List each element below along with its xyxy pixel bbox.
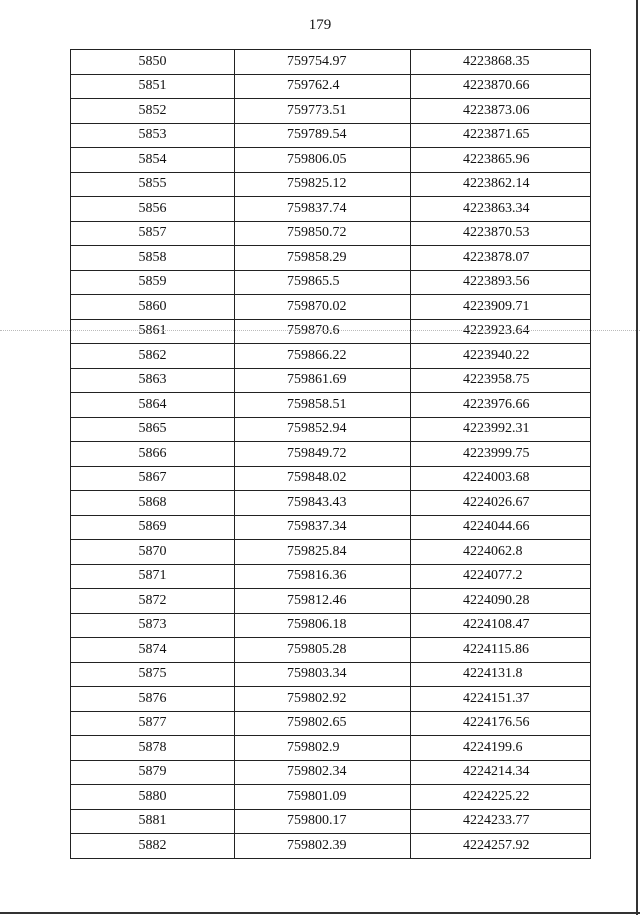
y-coordinate-cell: 4223923.64 — [411, 319, 591, 344]
point-id-cell: 5864 — [71, 393, 235, 418]
table-row — [71, 123, 591, 148]
y-coordinate-cell: 4224257.92 — [411, 834, 591, 859]
point-id-cell: 5879 — [71, 760, 235, 785]
y-coordinate-cell: 4224176.56 — [411, 711, 591, 736]
point-id-cell: 5859 — [71, 270, 235, 295]
x-coordinate-cell: 759852.94 — [235, 417, 411, 442]
table-row — [71, 270, 591, 295]
point-id-cell: 5857 — [71, 221, 235, 246]
y-coordinate-cell: 4224090.28 — [411, 589, 591, 614]
table-row — [71, 540, 591, 565]
point-id-cell: 5865 — [71, 417, 235, 442]
scan-artifact-line — [0, 330, 640, 331]
point-id-cell: 5874 — [71, 638, 235, 663]
table-row — [71, 564, 591, 589]
point-id-cell: 5882 — [71, 834, 235, 859]
x-coordinate-cell: 759789.54 — [235, 123, 411, 148]
point-id-cell: 5881 — [71, 809, 235, 834]
table-row — [71, 809, 591, 834]
x-coordinate-cell: 759861.69 — [235, 368, 411, 393]
x-coordinate-cell: 759849.72 — [235, 442, 411, 467]
table-row — [71, 785, 591, 810]
table-row — [71, 344, 591, 369]
point-id-cell: 5875 — [71, 662, 235, 687]
x-coordinate-cell: 759825.84 — [235, 540, 411, 565]
y-coordinate-cell: 4223909.71 — [411, 295, 591, 320]
x-coordinate-cell: 759754.97 — [235, 50, 411, 75]
point-id-cell: 5860 — [71, 295, 235, 320]
table-row — [71, 172, 591, 197]
x-coordinate-cell: 759802.34 — [235, 760, 411, 785]
point-id-cell: 5880 — [71, 785, 235, 810]
table-row — [71, 417, 591, 442]
table-row — [71, 834, 591, 859]
table-row — [71, 148, 591, 173]
y-coordinate-cell: 4223870.53 — [411, 221, 591, 246]
y-coordinate-cell: 4223871.65 — [411, 123, 591, 148]
table-row — [71, 662, 591, 687]
y-coordinate-cell: 4224044.66 — [411, 515, 591, 540]
point-id-cell: 5853 — [71, 123, 235, 148]
table-row — [71, 736, 591, 761]
point-id-cell: 5858 — [71, 246, 235, 271]
point-id-cell: 5856 — [71, 197, 235, 222]
x-coordinate-cell: 759870.6 — [235, 319, 411, 344]
x-coordinate-cell: 759805.28 — [235, 638, 411, 663]
point-id-cell: 5877 — [71, 711, 235, 736]
x-coordinate-cell: 759802.9 — [235, 736, 411, 761]
x-coordinate-cell: 759762.4 — [235, 74, 411, 99]
y-coordinate-cell: 4224199.6 — [411, 736, 591, 761]
table-row — [71, 613, 591, 638]
point-id-cell: 5876 — [71, 687, 235, 712]
x-coordinate-cell: 759773.51 — [235, 99, 411, 124]
table-row — [71, 368, 591, 393]
y-coordinate-cell: 4224225.22 — [411, 785, 591, 810]
y-coordinate-cell: 4223958.75 — [411, 368, 591, 393]
y-coordinate-cell: 4224131.8 — [411, 662, 591, 687]
y-coordinate-cell: 4223873.06 — [411, 99, 591, 124]
point-id-cell: 5851 — [71, 74, 235, 99]
x-coordinate-cell: 759866.22 — [235, 344, 411, 369]
table-row — [71, 638, 591, 663]
y-coordinate-cell: 4223870.66 — [411, 74, 591, 99]
point-id-cell: 5850 — [71, 50, 235, 75]
x-coordinate-cell: 759850.72 — [235, 221, 411, 246]
table-row — [71, 393, 591, 418]
x-coordinate-cell: 759802.65 — [235, 711, 411, 736]
y-coordinate-cell: 4224115.86 — [411, 638, 591, 663]
y-coordinate-cell: 4223878.07 — [411, 246, 591, 271]
point-id-cell: 5855 — [71, 172, 235, 197]
x-coordinate-cell: 759803.34 — [235, 662, 411, 687]
table-row — [71, 50, 591, 75]
point-id-cell: 5862 — [71, 344, 235, 369]
y-coordinate-cell: 4224108.47 — [411, 613, 591, 638]
point-id-cell: 5852 — [71, 99, 235, 124]
y-coordinate-cell: 4223865.96 — [411, 148, 591, 173]
x-coordinate-cell: 759801.09 — [235, 785, 411, 810]
x-coordinate-cell: 759870.02 — [235, 295, 411, 320]
point-id-cell: 5878 — [71, 736, 235, 761]
x-coordinate-cell: 759837.34 — [235, 515, 411, 540]
x-coordinate-cell: 759816.36 — [235, 564, 411, 589]
x-coordinate-cell: 759858.29 — [235, 246, 411, 271]
y-coordinate-cell: 4224026.67 — [411, 491, 591, 516]
table-row — [71, 466, 591, 491]
x-coordinate-cell: 759843.43 — [235, 491, 411, 516]
x-coordinate-cell: 759848.02 — [235, 466, 411, 491]
page-edge-bottom — [0, 912, 640, 914]
y-coordinate-cell: 4224233.77 — [411, 809, 591, 834]
table-row — [71, 221, 591, 246]
point-id-cell: 5868 — [71, 491, 235, 516]
point-id-cell: 5872 — [71, 589, 235, 614]
x-coordinate-cell: 759812.46 — [235, 589, 411, 614]
y-coordinate-cell: 4223999.75 — [411, 442, 591, 467]
point-id-cell: 5871 — [71, 564, 235, 589]
x-coordinate-cell: 759837.74 — [235, 197, 411, 222]
y-coordinate-cell: 4224151.37 — [411, 687, 591, 712]
x-coordinate-cell: 759858.51 — [235, 393, 411, 418]
table-row — [71, 74, 591, 99]
point-id-cell: 5867 — [71, 466, 235, 491]
y-coordinate-cell: 4223992.31 — [411, 417, 591, 442]
point-id-cell: 5873 — [71, 613, 235, 638]
table-row — [71, 99, 591, 124]
x-coordinate-cell: 759802.92 — [235, 687, 411, 712]
point-id-cell: 5866 — [71, 442, 235, 467]
y-coordinate-cell: 4223893.56 — [411, 270, 591, 295]
point-id-cell: 5861 — [71, 319, 235, 344]
table-row — [71, 319, 591, 344]
y-coordinate-cell: 4223868.35 — [411, 50, 591, 75]
x-coordinate-cell: 759806.18 — [235, 613, 411, 638]
y-coordinate-cell: 4224077.2 — [411, 564, 591, 589]
page-edge-right — [636, 0, 638, 915]
x-coordinate-cell: 759802.39 — [235, 834, 411, 859]
point-id-cell: 5870 — [71, 540, 235, 565]
table-row — [71, 491, 591, 516]
page-number: 179 — [308, 17, 332, 33]
y-coordinate-cell: 4224062.8 — [411, 540, 591, 565]
table-row — [71, 295, 591, 320]
x-coordinate-cell: 759806.05 — [235, 148, 411, 173]
x-coordinate-cell: 759825.12 — [235, 172, 411, 197]
table-row — [71, 687, 591, 712]
x-coordinate-cell: 759865.5 — [235, 270, 411, 295]
table-row — [71, 246, 591, 271]
y-coordinate-cell: 4223863.34 — [411, 197, 591, 222]
table-row — [71, 711, 591, 736]
table-row — [71, 442, 591, 467]
coordinates-table-body — [71, 50, 591, 859]
table-row — [71, 515, 591, 540]
y-coordinate-cell: 4223976.66 — [411, 393, 591, 418]
y-coordinate-cell: 4224003.68 — [411, 466, 591, 491]
y-coordinate-cell: 4223940.22 — [411, 344, 591, 369]
coordinates-table — [70, 49, 591, 859]
point-id-cell: 5863 — [71, 368, 235, 393]
table-row — [71, 589, 591, 614]
point-id-cell: 5869 — [71, 515, 235, 540]
table-row — [71, 197, 591, 222]
y-coordinate-cell: 4224214.34 — [411, 760, 591, 785]
table-row — [71, 760, 591, 785]
y-coordinate-cell: 4223862.14 — [411, 172, 591, 197]
point-id-cell: 5854 — [71, 148, 235, 173]
x-coordinate-cell: 759800.17 — [235, 809, 411, 834]
